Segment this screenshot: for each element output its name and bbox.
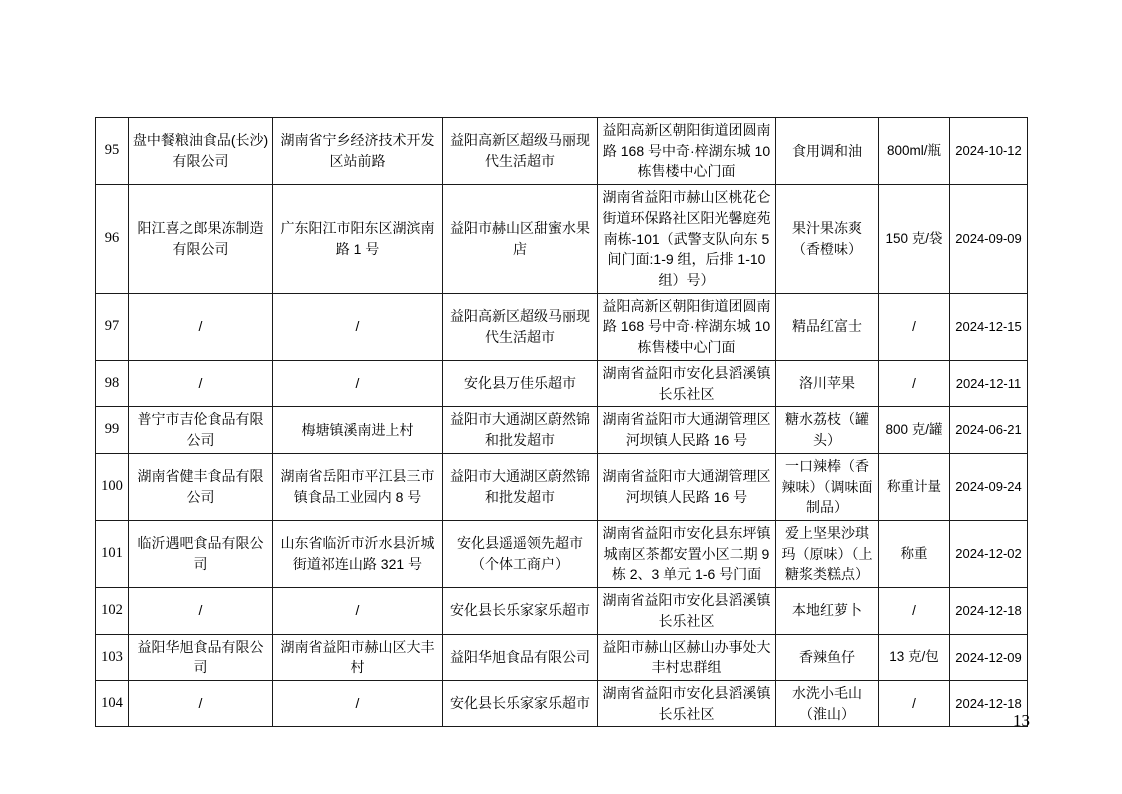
cell-spec: 称重 [879, 520, 950, 587]
cell-date: 2024-12-18 [950, 680, 1028, 726]
cell-producer-address: 湖南省宁乡经济技术开发区站前路 [273, 118, 443, 185]
cell-store-address: 湖南省益阳市大通湖管理区河坝镇人民路 16 号 [598, 407, 776, 453]
cell-store-address: 湖南省益阳市安化县东坪镇城南区茶都安置小区二期 9 栋 2、3 单元 1-6 号门面 [598, 520, 776, 587]
cell-store-address: 湖南省益阳市安化县滔溪镇长乐社区 [598, 360, 776, 406]
cell-producer: / [129, 293, 273, 360]
table-row [96, 680, 1028, 726]
cell-producer-address: / [273, 588, 443, 634]
cell-seq: 101 [96, 520, 129, 587]
cell-producer-address: 梅塘镇溪南进上村 [273, 407, 443, 453]
cell-producer-address: / [273, 680, 443, 726]
cell-store: 益阳高新区超级马丽现代生活超市 [443, 293, 598, 360]
cell-spec: / [879, 680, 950, 726]
cell-seq: 99 [96, 407, 129, 453]
cell-seq: 100 [96, 453, 129, 520]
page-number: 13 [1013, 711, 1030, 730]
cell-date: 2024-12-02 [950, 520, 1028, 587]
cell-store-address: 湖南省益阳市安化县滔溪镇长乐社区 [598, 588, 776, 634]
cell-product: 食用调和油 [776, 118, 879, 185]
cell-store-address: 益阳高新区朝阳街道团圆南路 168 号中奇·梓湖东城 10 栋售楼中心门面 [598, 118, 776, 185]
cell-seq: 95 [96, 118, 129, 185]
cell-producer: 湖南省健丰食品有限公司 [129, 453, 273, 520]
cell-spec: / [879, 360, 950, 406]
cell-date: 2024-06-21 [950, 407, 1028, 453]
cell-spec: / [879, 588, 950, 634]
cell-spec: / [879, 293, 950, 360]
inspection-table [95, 117, 1028, 727]
cell-producer: / [129, 588, 273, 634]
table-row [96, 118, 1028, 185]
cell-store-address: 益阳市赫山区赫山办事处大丰村忠群组 [598, 634, 776, 680]
cell-store: 益阳华旭食品有限公司 [443, 634, 598, 680]
cell-date: 2024-12-15 [950, 293, 1028, 360]
cell-producer: / [129, 680, 273, 726]
table-row [96, 293, 1028, 360]
cell-seq: 102 [96, 588, 129, 634]
cell-product: 糖水荔枝（罐头） [776, 407, 879, 453]
cell-producer-address: / [273, 293, 443, 360]
cell-store-address: 益阳高新区朝阳街道团圆南路 168 号中奇·梓湖东城 10 栋售楼中心门面 [598, 293, 776, 360]
cell-producer: 益阳华旭食品有限公司 [129, 634, 273, 680]
table-row [96, 407, 1028, 453]
cell-seq: 96 [96, 185, 129, 294]
cell-store: 益阳市大通湖区蔚然锦和批发超市 [443, 453, 598, 520]
cell-producer-address: / [273, 360, 443, 406]
cell-date: 2024-12-11 [950, 360, 1028, 406]
table-row [96, 520, 1028, 587]
cell-seq: 98 [96, 360, 129, 406]
cell-store-address: 湖南省益阳市大通湖管理区河坝镇人民路 16 号 [598, 453, 776, 520]
table-row [96, 588, 1028, 634]
cell-product: 香辣鱼仔 [776, 634, 879, 680]
cell-spec: 800 克/罐 [879, 407, 950, 453]
cell-producer: 普宁市吉伦食品有限公司 [129, 407, 273, 453]
cell-spec: 800ml/瓶 [879, 118, 950, 185]
cell-store-address: 湖南省益阳市安化县滔溪镇长乐社区 [598, 680, 776, 726]
cell-spec: 称重计量 [879, 453, 950, 520]
table-row [96, 634, 1028, 680]
cell-date: 2024-12-18 [950, 588, 1028, 634]
cell-spec: 150 克/袋 [879, 185, 950, 294]
cell-product: 爱上坚果沙琪玛（原味）（上糖浆类糕点） [776, 520, 879, 587]
cell-product: 果汁果冻爽（香橙味） [776, 185, 879, 294]
cell-date: 2024-10-12 [950, 118, 1028, 185]
table-row [96, 185, 1028, 294]
cell-product: 精品红富士 [776, 293, 879, 360]
cell-store: 安化县万佳乐超市 [443, 360, 598, 406]
cell-store: 安化县长乐家家乐超市 [443, 588, 598, 634]
cell-producer: 临沂遇吧食品有限公司 [129, 520, 273, 587]
cell-date: 2024-09-09 [950, 185, 1028, 294]
cell-producer-address: 山东省临沂市沂水县沂城街道祁连山路 321 号 [273, 520, 443, 587]
cell-producer-address: 湖南省岳阳市平江县三市镇食品工业园内 8 号 [273, 453, 443, 520]
cell-date: 2024-12-09 [950, 634, 1028, 680]
cell-seq: 97 [96, 293, 129, 360]
cell-product: 一口辣棒（香辣味）（调味面制品） [776, 453, 879, 520]
cell-producer: / [129, 360, 273, 406]
cell-store: 安化县长乐家家乐超市 [443, 680, 598, 726]
cell-producer: 阳江喜之郎果冻制造有限公司 [129, 185, 273, 294]
table-row [96, 453, 1028, 520]
cell-producer-address: 广东阳江市阳东区湖滨南路 1 号 [273, 185, 443, 294]
cell-seq: 103 [96, 634, 129, 680]
cell-product: 水洗小毛山（淮山） [776, 680, 879, 726]
cell-store: 益阳市赫山区甜蜜水果店 [443, 185, 598, 294]
cell-store-address: 湖南省益阳市赫山区桃花仑街道环保路社区阳光馨庭苑南栋-101（武警支队向东 5 间门面:1-9 组，后排 1-10 组）号） [598, 185, 776, 294]
cell-store: 益阳市大通湖区蔚然锦和批发超市 [443, 407, 598, 453]
cell-producer: 盘中餐粮油食品(长沙)有限公司 [129, 118, 273, 185]
cell-spec: 13 克/包 [879, 634, 950, 680]
cell-seq: 104 [96, 680, 129, 726]
cell-store: 益阳高新区超级马丽现代生活超市 [443, 118, 598, 185]
cell-date: 2024-09-24 [950, 453, 1028, 520]
cell-product: 洛川苹果 [776, 360, 879, 406]
table-row [96, 360, 1028, 406]
cell-store: 安化县遥遥领先超市（个体工商户） [443, 520, 598, 587]
cell-product: 本地红萝卜 [776, 588, 879, 634]
cell-producer-address: 湖南省益阳市赫山区大丰村 [273, 634, 443, 680]
